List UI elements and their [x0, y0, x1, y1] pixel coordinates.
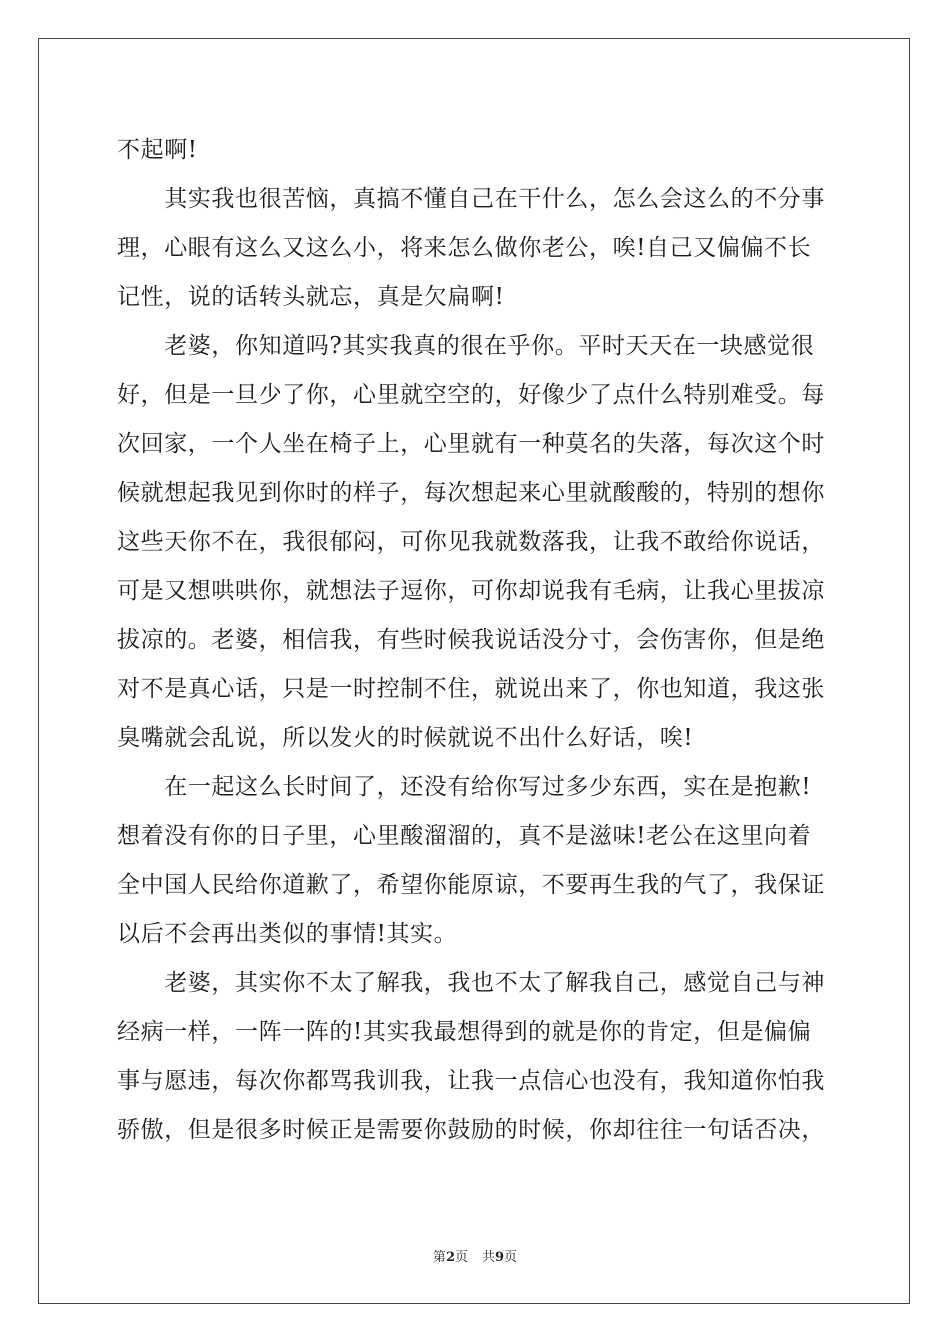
page-suffix: 页: [454, 1250, 468, 1265]
text-line: 理，心眼有这么又这么小，将来怎么做你老公，唉!自己又偏偏不长: [117, 235, 812, 261]
text-line: 以后不会再出类似的事情!其实。: [117, 921, 458, 947]
page-footer: [0, 1246, 950, 1265]
text-line: 臭嘴就会乱说，所以发火的时候就说不出什么好话，唉!: [117, 725, 694, 751]
total-page-count: 9: [495, 1250, 505, 1265]
text-line: 拔凉的。老婆，相信我，有些时候我说话没分寸，会伤害你，但是绝: [117, 627, 825, 653]
document-body: [117, 126, 837, 1155]
text-line: 经病一样，一阵一阵的!其实我最想得到的就是你的肯定，但是偏偏: [117, 1019, 812, 1045]
text-line: 记性，说的话转头就忘，真是欠扁啊!: [117, 284, 505, 310]
text-line: 老婆，你知道吗?其实我真的很在乎你。平时天天在一块感觉很: [117, 333, 815, 359]
text-line: 骄傲，但是很多时候正是需要你鼓励的时候，你却往往一句话否决，: [117, 1117, 825, 1143]
text-line: 可是又想哄哄你，就想法子逗你，可你却说我有毛病，让我心里拔凉: [117, 578, 825, 604]
text-line: 想着没有你的日子里，心里酸溜溜的，真不是滋味!老公在这里向着: [117, 823, 812, 849]
text-line: 候就想起我见到你时的样子，每次想起来心里就酸酸的，特别的想你: [117, 480, 825, 506]
text-line: 这些天你不在，我很郁闷，可你见我就数落我，让我不敢给你说话，: [117, 529, 825, 555]
text-line: 其实我也很苦恼，真搞不懂自己在干什么，怎么会这么的不分事: [117, 186, 825, 212]
text-line: 全中国人民给你道歉了，希望你能原谅，不要再生我的气了，我保证: [117, 872, 825, 898]
text-line: 事与愿违，每次你都骂我训我，让我一点信心也没有，我知道你怕我: [117, 1068, 825, 1094]
text-line: 在一起这么长时间了，还没有给你写过多少东西，实在是抱歉!: [117, 774, 812, 800]
text-line: 次回家，一个人坐在椅子上，心里就有一种莫名的失落，每次这个时: [117, 431, 825, 457]
text-line: 对不是真心话，只是一时控制不住，就说出来了，你也知道，我这张: [117, 676, 825, 702]
page-prefix: 第: [432, 1250, 446, 1265]
current-page-number: 2: [445, 1250, 455, 1265]
text-line: 老婆，其实你不太了解我，我也不太了解我自己，感觉自己与神: [117, 970, 825, 996]
total-suffix: 页: [504, 1250, 518, 1265]
text-line: 不起啊!: [117, 137, 198, 163]
text-line: 好，但是一旦少了你，心里就空空的，好像少了点什么特别难受。每: [117, 382, 825, 408]
total-prefix: 共: [482, 1250, 496, 1265]
